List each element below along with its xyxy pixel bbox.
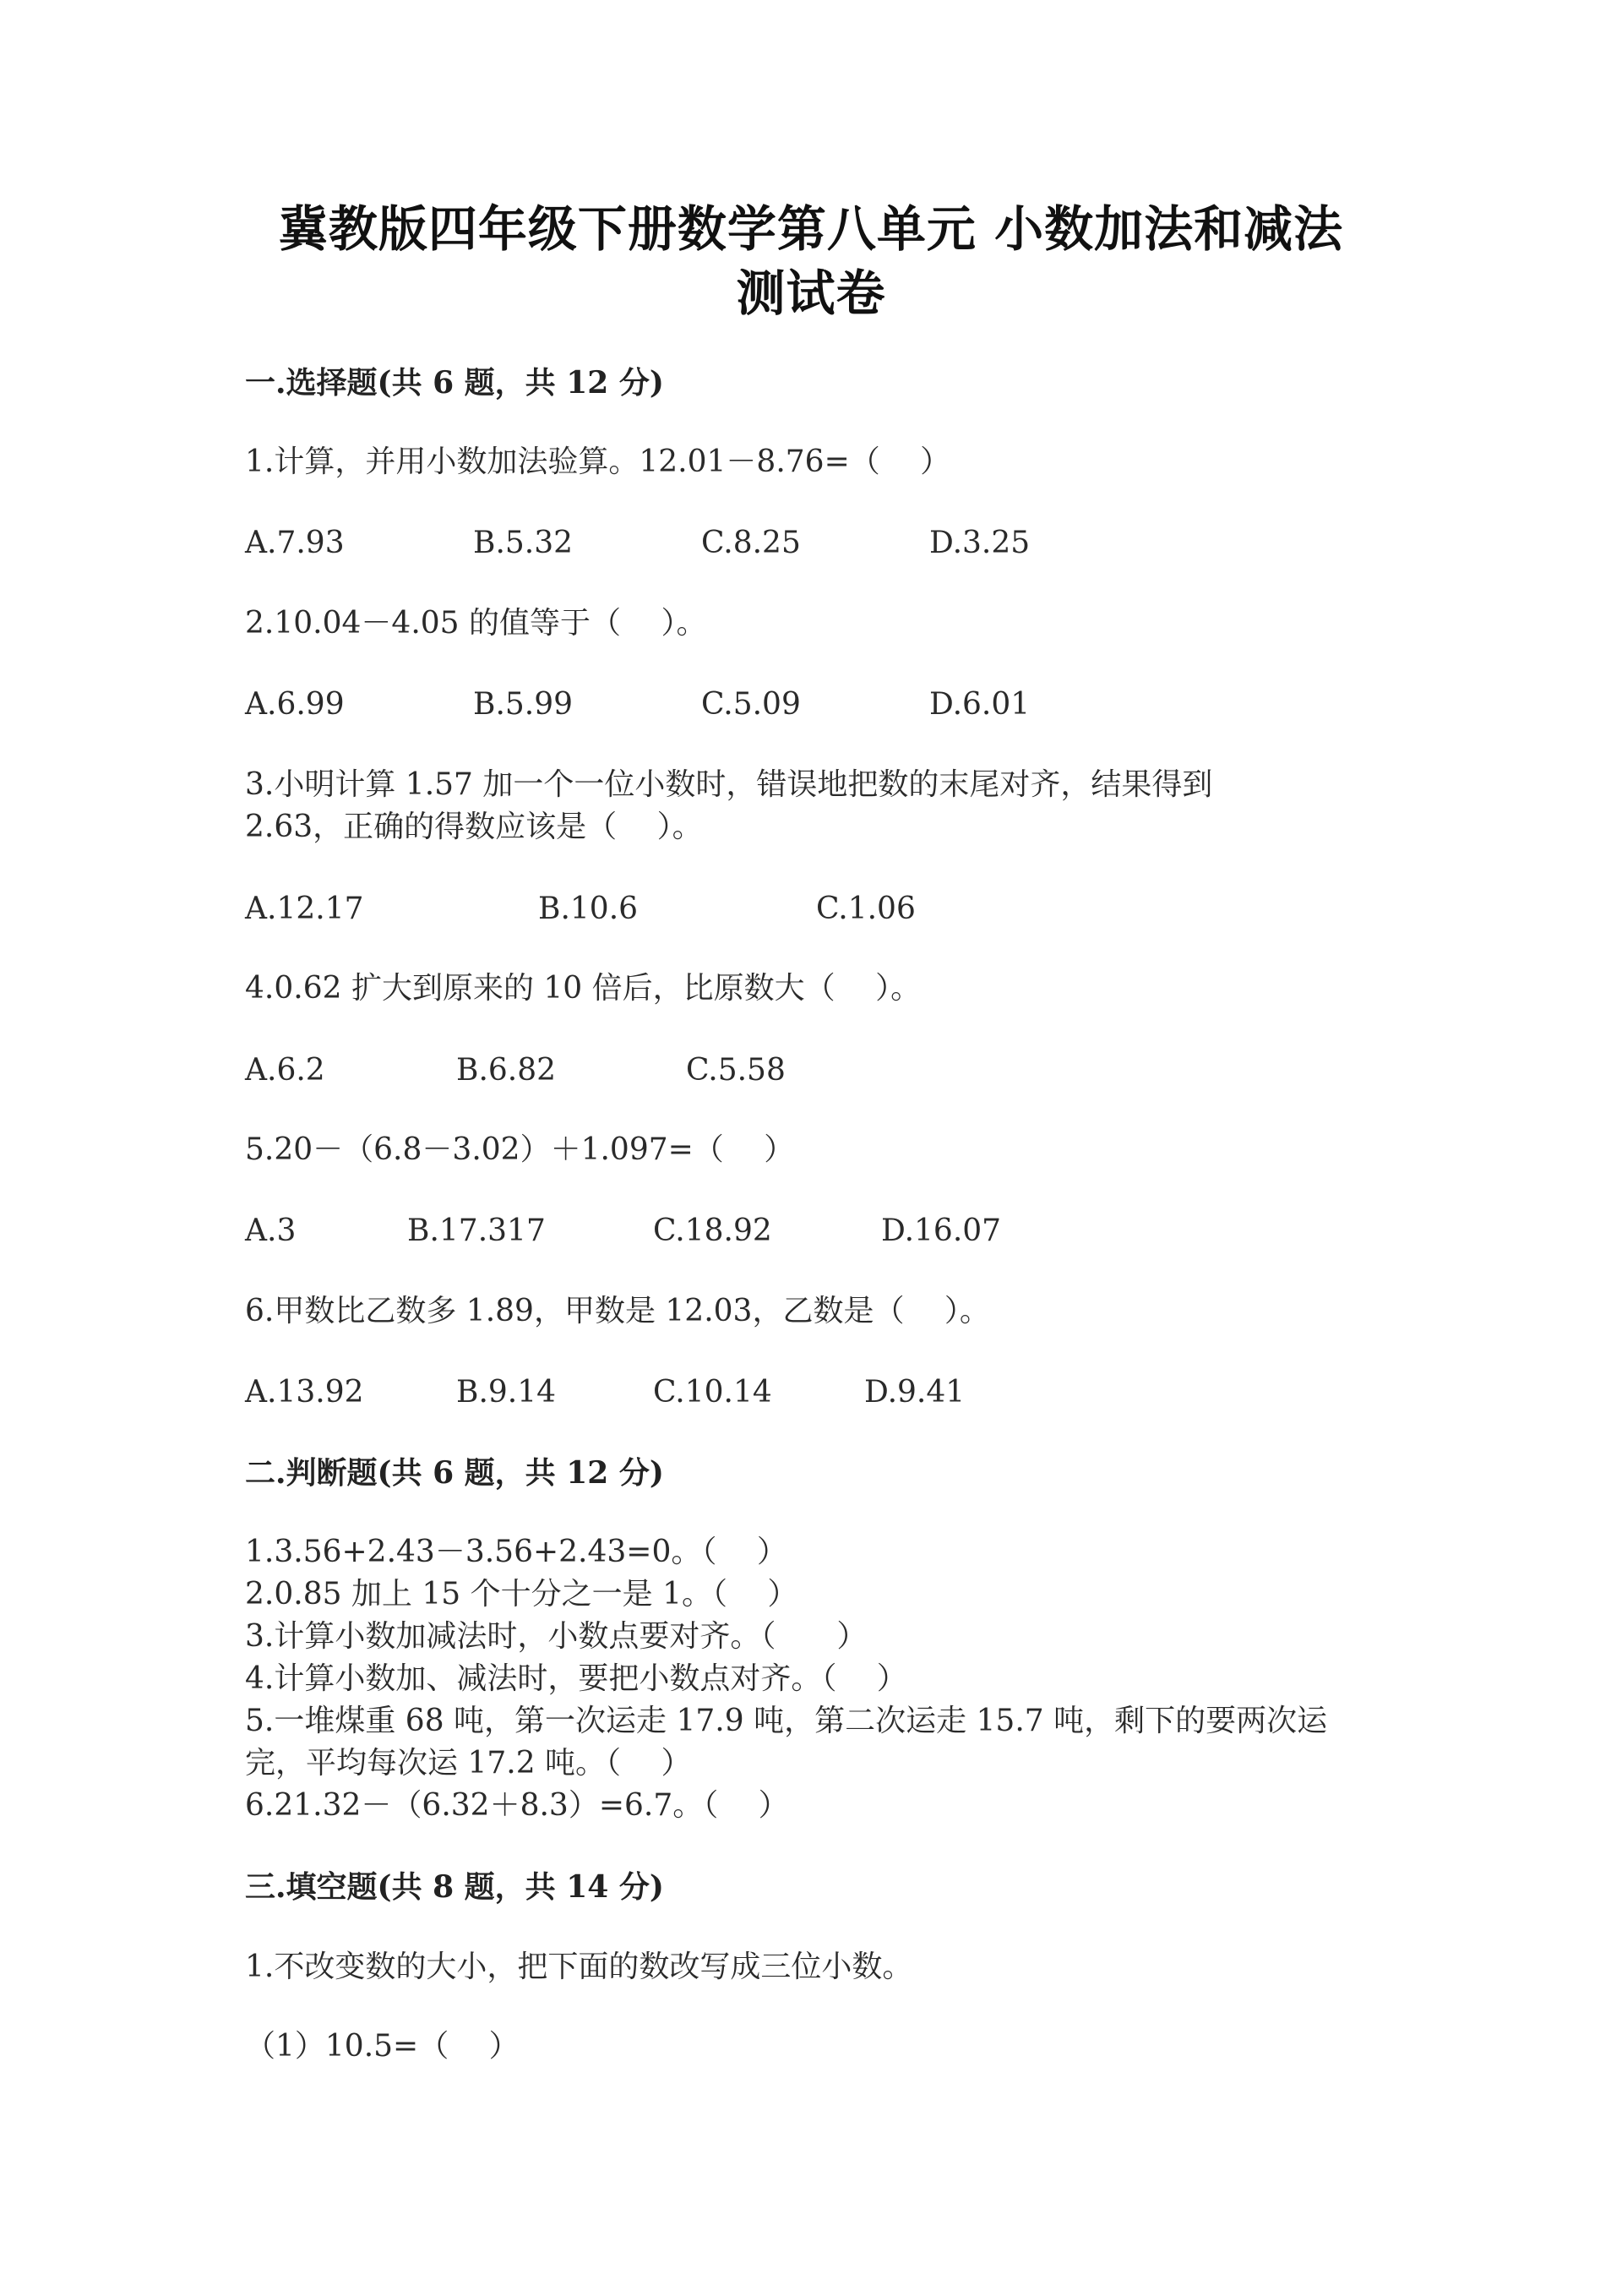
option-b: B.5.99 bbox=[473, 687, 574, 722]
option-a: A.6.99 bbox=[245, 687, 345, 722]
option-a: A.7.93 bbox=[245, 526, 345, 560]
sub-question: （1）10.5=（ ） bbox=[245, 2029, 520, 2064]
option-c: C.18.92 bbox=[653, 1213, 772, 1248]
judgment-item: 6.21.32－（6.32＋8.3）=6.7。（ ） bbox=[245, 1788, 789, 1823]
option-d: D.3.25 bbox=[929, 526, 1031, 560]
option-b: B.5.32 bbox=[473, 526, 574, 560]
option-c: C.5.09 bbox=[701, 687, 801, 722]
option-a: A.12.17 bbox=[245, 892, 364, 926]
option-c: C.5.58 bbox=[686, 1053, 786, 1088]
question-text-line1: 3.小明计算 1.57 加一个一位小数时，错误地把数的末尾对齐，结果得到 bbox=[245, 767, 1213, 802]
section-heading-judgment: 二.判断题(共 6 题，共 12 分) bbox=[245, 1455, 664, 1491]
option-b: B.6.82 bbox=[456, 1053, 557, 1088]
option-a: A.6.2 bbox=[245, 1053, 325, 1088]
option-a: A.3 bbox=[245, 1213, 297, 1248]
judgment-item: 2.0.85 加上 15 个十分之一是 1。（ ） bbox=[245, 1577, 798, 1612]
question-text-line2: 2.63，正确的得数应该是（ ）。 bbox=[245, 810, 703, 844]
option-d: D.16.07 bbox=[881, 1213, 1002, 1248]
question-text: 1.不改变数的大小，把下面的数改写成三位小数。 bbox=[245, 1950, 913, 1984]
section-heading-choice: 一.选择题(共 6 题，共 12 分) bbox=[245, 365, 664, 401]
option-d: D.6.01 bbox=[929, 687, 1031, 722]
judgment-item: 4.计算小数加、减法时，要把小数点对齐。（ ） bbox=[245, 1661, 907, 1696]
option-d: D.9.41 bbox=[864, 1375, 966, 1410]
judgment-item-continued: 完，平均每次运 17.2 吨。（ ） bbox=[245, 1746, 692, 1781]
option-c: C.10.14 bbox=[653, 1375, 772, 1410]
option-a: A.13.92 bbox=[245, 1375, 364, 1410]
page-subtitle: 测试卷 bbox=[736, 265, 886, 322]
option-c: C.8.25 bbox=[701, 526, 801, 560]
question-text: 4.0.62 扩大到原来的 10 倍后，比原数大（ ）。 bbox=[245, 971, 922, 1006]
judgment-item: 3.计算小数加减法时，小数点要对齐。（ ） bbox=[245, 1619, 868, 1654]
option-c: C.1.06 bbox=[816, 892, 916, 926]
option-b: B.9.14 bbox=[456, 1375, 557, 1410]
option-b: B.10.6 bbox=[538, 892, 639, 926]
section-heading-fill: 三.填空题(共 8 题，共 14 分) bbox=[245, 1869, 664, 1905]
question-text: 1.计算，并用小数加法验算。12.01－8.76=（ ） bbox=[245, 444, 951, 479]
question-text: 5.20－（6.8－3.02）＋1.097=（ ） bbox=[245, 1132, 795, 1167]
question-text: 2.10.04－4.05 的值等于（ ）。 bbox=[245, 606, 707, 641]
page-title: 冀教版四年级下册数学第八单元 小数加法和减法 bbox=[278, 200, 1344, 258]
judgment-item: 5.一堆煤重 68 吨，第一次运走 17.9 吨，第二次运走 15.7 吨，剩下的要两次运 bbox=[245, 1704, 1328, 1738]
option-b: B.17.317 bbox=[407, 1213, 546, 1248]
judgment-item: 1.3.56+2.43－3.56+2.43=0。（ ） bbox=[245, 1535, 787, 1569]
question-text: 6.甲数比乙数多 1.89，甲数是 12.03，乙数是（ ）。 bbox=[245, 1294, 990, 1328]
